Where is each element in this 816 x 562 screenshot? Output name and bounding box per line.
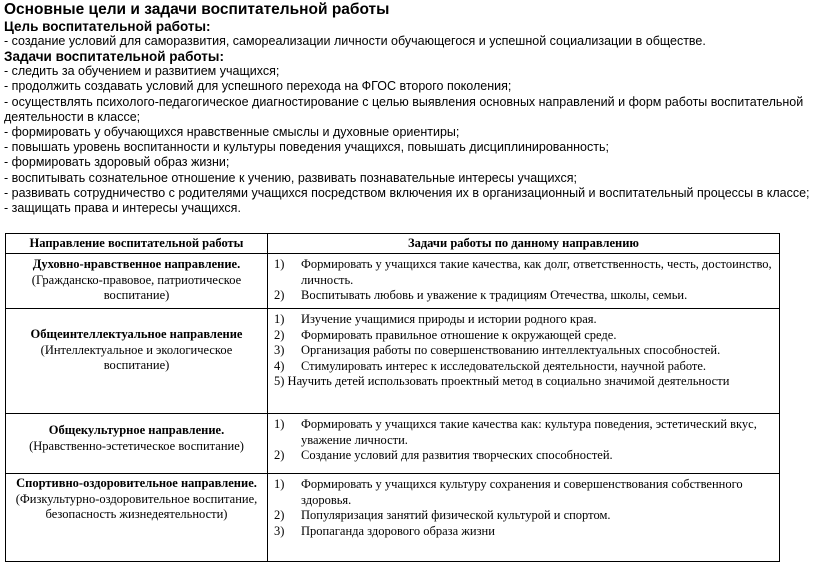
item-number: 3) xyxy=(274,343,285,357)
list-item xyxy=(274,448,775,464)
item-number: 1) xyxy=(274,257,285,271)
direction-title: Духовно-нравственное направление. xyxy=(32,257,241,271)
direction-subtitle: (Гражданско-правовое, патриотическое воспитание) xyxy=(31,272,242,302)
table-row xyxy=(6,414,780,474)
item-text: Воспитывать любовь и уважение к традициям Отечества, школы, семьи. xyxy=(301,288,688,302)
item-text: Формировать у учащихся такие качества, как долг, ответственность, честь, достоинство, личность. xyxy=(301,257,772,287)
col-header-tasks: Задачи работы по данному направлению xyxy=(268,234,780,254)
list-item xyxy=(274,312,775,328)
tasks-cell xyxy=(268,254,780,309)
item-text: Организация работы по совершенствованию интеллектуальных способностей. xyxy=(301,343,721,357)
goal-text: - создание условий для саморазвития, самореализации личности обучающегося и успешной социализации в обществе. xyxy=(4,34,706,48)
item-text: Популяризация занятий физической культурой и спортом. xyxy=(301,508,611,522)
list-item xyxy=(274,288,775,304)
direction-title: Общекультурное направление. xyxy=(48,423,225,437)
tasks-heading: Задачи воспитательной работы: xyxy=(4,49,224,65)
item-number: 3) xyxy=(274,523,285,538)
task-line: - повышать уровень воспитанности и культуры поведения учащихся, повышать дисциплинированность; xyxy=(4,140,609,155)
item-number: 2) xyxy=(274,448,285,462)
page-title: Основные цели и задачи воспитательной работы xyxy=(4,1,390,18)
direction-title: Спортивно-оздоровительное направление. xyxy=(16,476,257,490)
direction-subtitle: (Нравственно-эстетическое воспитание) xyxy=(29,438,244,453)
list-item xyxy=(274,508,775,524)
item-text: 5) Научить детей использовать проектный метод в социально значимой деятельности xyxy=(274,374,730,388)
task-line: - формировать у обучающихся нравственные смыслы и духовные ориентиры; xyxy=(4,125,460,140)
list-item xyxy=(274,524,775,540)
list-item xyxy=(274,343,775,359)
direction-subtitle: (Физкультурно-оздоровительное воспитание, безопасность жизнедеятельности) xyxy=(15,491,258,521)
task-line: - продолжить создавать условий для успешного перехода на ФГОС второго поколения; xyxy=(4,79,512,94)
item-number: 2) xyxy=(274,288,285,302)
item-number: 1) xyxy=(274,417,285,431)
item-number: 2) xyxy=(274,508,285,522)
direction-cell xyxy=(6,254,268,309)
table-row xyxy=(6,474,780,562)
list-item xyxy=(274,359,775,375)
item-number: 2) xyxy=(274,327,285,342)
direction-cell xyxy=(6,474,268,562)
list-item xyxy=(274,328,775,344)
task-line: - осуществлять психолого-педагогическое диагностирование с целью выявления основных направлений и форм работы воспитательной деятельности в классе; xyxy=(4,94,804,124)
directions-table xyxy=(5,233,780,562)
list-item xyxy=(274,417,775,448)
task-line: - развивать сотрудничество с родителями учащихся посредством включения их в организационный и воспитательный процессы в классе; xyxy=(4,185,810,200)
document-header xyxy=(4,0,812,216)
item-text: Стимулировать интерес к исследовательской деятельности, научной работе. xyxy=(301,358,707,373)
item-text: Изучение учащимися природы и истории родного края. xyxy=(301,312,597,326)
table-row xyxy=(6,309,780,414)
item-text: Создание условий для развития творческих способностей. xyxy=(301,448,613,462)
direction-title: Общеинтеллектуальное направление xyxy=(30,327,243,341)
item-text: Формировать правильное отношение к окружающей среде. xyxy=(301,327,617,342)
list-item xyxy=(274,374,775,390)
table-row xyxy=(6,254,780,309)
direction-subtitle: (Интеллектуальное и экологическое воспитание) xyxy=(40,342,233,372)
direction-cell xyxy=(6,414,268,474)
item-text: Пропаганда здорового образа жизни xyxy=(301,523,495,538)
task-line: - формировать здоровый образ жизни; xyxy=(4,155,230,170)
item-number: 1) xyxy=(274,312,285,326)
task-line: - воспитывать сознательное отношение к учению, развивать познавательные интересы учащихся; xyxy=(4,170,578,185)
task-line: - защищать права и интересы учащихся. xyxy=(4,201,241,216)
table-header-row xyxy=(6,234,780,254)
tasks-cell xyxy=(268,474,780,562)
col-header-direction: Направление воспитательной работы xyxy=(6,234,268,254)
goal-heading: Цель воспитательной работы: xyxy=(4,19,211,34)
item-number: 4) xyxy=(274,358,285,373)
tasks-cell xyxy=(268,309,780,414)
list-item xyxy=(274,477,775,508)
tasks-cell xyxy=(268,414,780,474)
item-text: Формировать у учащихся такие качества как: культура поведения, эстетический вкус, уважение личности. xyxy=(301,417,757,447)
list-item xyxy=(274,257,775,288)
direction-cell xyxy=(6,309,268,414)
item-number: 1) xyxy=(274,477,285,491)
item-text: Формировать у учащихся культуру сохранения и совершенствования собственного здоровья. xyxy=(301,477,743,507)
task-line: - следить за обучением и развитием учащихся; xyxy=(4,64,280,79)
